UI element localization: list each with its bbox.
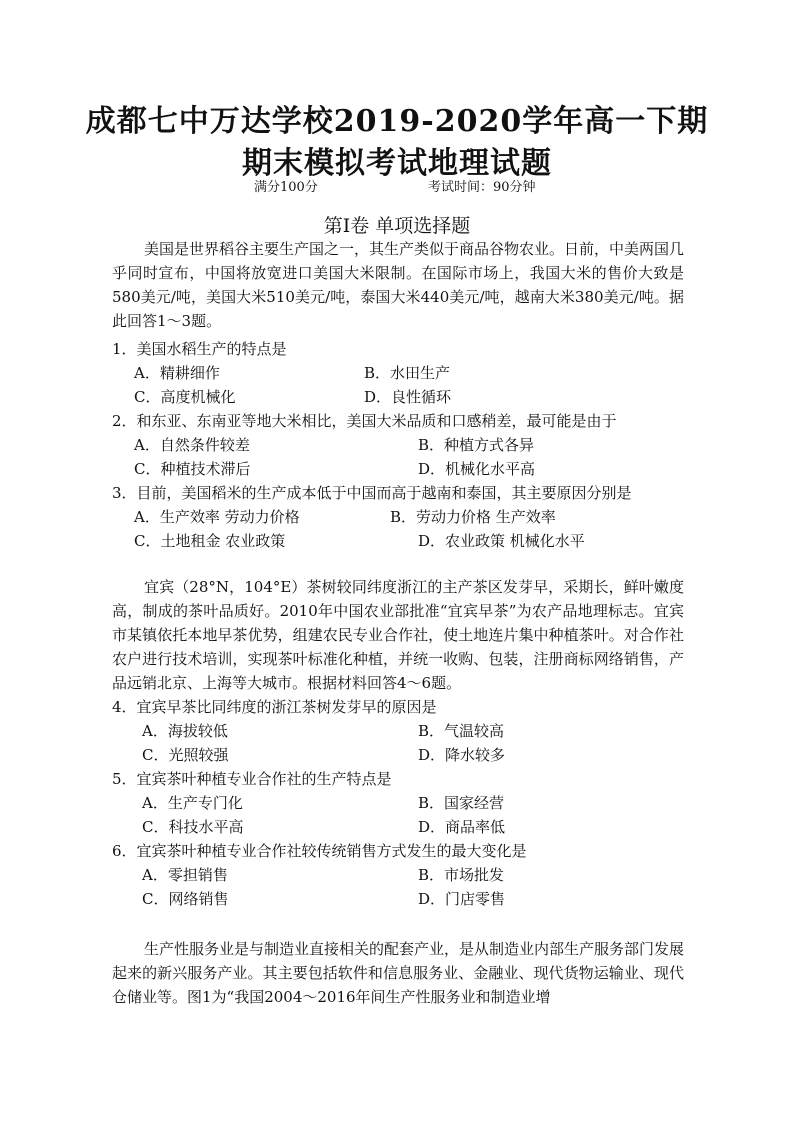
q3-option-d: D．农业政策 机械化水平 xyxy=(418,532,585,550)
q6-option-c: C．网络销售 xyxy=(142,890,229,908)
question-1: 1．美国水稻生产的特点是 xyxy=(112,340,287,358)
exam-title-line2: 期末模拟考试地理试题 xyxy=(242,146,552,181)
q4-option-a: A．海拔较低 xyxy=(142,722,228,740)
q4-option-d: D．降水较多 xyxy=(418,746,506,764)
q4-option-c: C．光照较强 xyxy=(142,746,229,764)
question-4: 4．宜宾早茶比同纬度的浙江茶树发芽早的原因是 xyxy=(112,698,437,716)
q6-option-b: B．市场批发 xyxy=(418,866,505,884)
q1-option-d: D．良性循环 xyxy=(364,388,452,406)
passage-tea: 宜宾（28°N，104°E）茶树较同纬度浙江的主产茶区发芽早，采期长，鲜叶嫩度高，制成的茶叶品质好。2010年中国农业部批准“宜宾早茶”为农产品地理标志。宜宾市某镇依托本地早茶优势，组建农民专业合作社，使土地连片集中种植茶叶。对合作社农户进行技术培训，实现茶叶标准化种植，并统一收购、包装，注册商标网络销售，产品远销北京、上海等大城市。根据材料回答4～6题。 xyxy=(112,578,684,692)
q2-option-b: B．种植方式各异 xyxy=(418,436,535,454)
passage-services: 生产性服务业是与制造业直接相关的配套产业，是从制造业内部生产服务部门发展起来的新兴服务产业。其主要包括软件和信息服务业、金融业、现代货物运输业、现代仓储业等。图1为“我国2004～2016年间生产性服务业和制造业增 xyxy=(112,940,685,1006)
q6-option-d: D．门店零售 xyxy=(418,890,506,908)
passage-rice: 美国是世界稻谷主要生产国之一，其生产类似于商品谷物农业。日前，中美两国几乎同时宣布，中国将放宽进口美国大米限制。在国际市场上，我国大米的售价大致是580美元/吨，美国大米510美元/吨，泰国大米440美元/吨，越南大米380美元/吨。据此回答1～3题。 xyxy=(112,240,685,330)
q2-option-c: C．种植技术滞后 xyxy=(134,460,251,478)
q3-option-c: C．土地租金 农业政策 xyxy=(134,532,286,550)
q1-option-b: B．水田生产 xyxy=(364,364,451,382)
q5-option-c: C．科技水平高 xyxy=(142,818,244,836)
q1-option-a: A．精耕细作 xyxy=(134,364,220,382)
q2-option-d: D．机械化水平高 xyxy=(418,460,536,478)
exam-time: 考试时间：90分钟 xyxy=(428,180,536,195)
q5-option-d: D．商品率低 xyxy=(418,818,506,836)
question-6: 6．宜宾茶叶种植专业合作社较传统销售方式发生的最大变化是 xyxy=(112,842,527,860)
q4-option-b: B．气温较高 xyxy=(418,722,505,740)
question-2: 2．和东亚、东南亚等地大米相比，美国大米品质和口感稍差，最可能是由于 xyxy=(112,412,617,430)
q5-option-a: A．生产专门化 xyxy=(142,794,243,812)
question-5: 5．宜宾茶叶种植专业合作社的生产特点是 xyxy=(112,770,392,788)
full-score: 满分100分 xyxy=(254,180,318,195)
q3-option-a: A．生产效率 劳动力价格 xyxy=(134,508,300,526)
q1-option-c: C．高度机械化 xyxy=(134,388,236,406)
question-3: 3．目前，美国稻米的生产成本低于中国而高于越南和泰国，其主要原因分别是 xyxy=(112,484,632,502)
q6-option-a: A．零担销售 xyxy=(142,866,228,884)
q3-option-b: B．劳动力价格 生产效率 xyxy=(390,508,556,526)
section-title: 第Ⅰ卷 单项选择题 xyxy=(323,215,471,237)
q2-option-a: A．自然条件较差 xyxy=(134,436,250,454)
exam-title-line1: 成都七中万达学校2019-2020学年高一下期 xyxy=(85,104,709,139)
q5-option-b: B．国家经营 xyxy=(418,794,505,812)
